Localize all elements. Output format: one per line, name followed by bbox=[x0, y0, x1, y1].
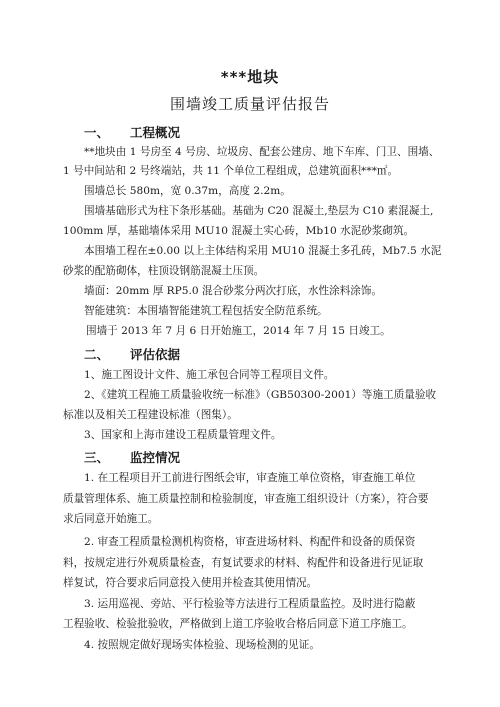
paragraph-line: 2、《建筑工程施工质量验收统一标准》（GB50300-2001）等施工质量验收 bbox=[84, 389, 437, 401]
paragraph-line: 工程验收、检验批验收，严格做到上道工序验收合格后同意下道工序施工。 bbox=[63, 618, 413, 630]
document-title: ***地块 bbox=[220, 68, 280, 86]
section-title: 工程概况 bbox=[130, 125, 181, 140]
paragraph-line: 围墙于 2013 年 7 月 6 日开始施工，2014 年 7 月 15 日竣工。 bbox=[86, 325, 391, 337]
paragraph-line: 墙面：20mm 厚 RP5.0 混合砂浆分两次打底，水性涂料涂饰。 bbox=[84, 285, 383, 297]
section-number: 二、 bbox=[84, 347, 110, 362]
section-heading-overview bbox=[84, 123, 180, 141]
paragraph-line: 1 号中间站和 2 号终端站，共 11 个单位工程组成，总建筑面积***㎡。 bbox=[63, 165, 399, 177]
document-subtitle: 围墙竣工质量评估报告 bbox=[169, 95, 330, 113]
section-heading-monitoring bbox=[84, 448, 180, 466]
paragraph-line: 本围墙工程在±0.00 以上主体结构采用 MU10 混凝土多孔砖，Mb7.5 水泥 bbox=[84, 245, 442, 257]
paragraph-line: 围墙总长 580m，宽 0.37m，高度 2.2m。 bbox=[84, 185, 291, 197]
paragraph-line: **地块由 1 号房至 4 号房、垃圾房、配套公建房、地下车库、门卫、围墙、 bbox=[84, 146, 440, 158]
paragraph-line: 1. 在工程项目开工前进行图纸会审，审查施工单位资格，审查施工单位 bbox=[84, 472, 416, 484]
paragraph-line: 2. 审查工程质量检测机构资格，审查进场材料、构配件和设备的质保资 bbox=[84, 536, 416, 548]
paragraph-line: 砂浆的配筋砌体，柱顶设钢筋混凝土压顶。 bbox=[63, 265, 265, 277]
paragraph-line: 100mm 厚，基础墙体采用 MU10 混凝土实心砖，Mb10 水泥砂浆砌筑。 bbox=[63, 225, 415, 237]
paragraph-line: 1、施工图设计文件、施工承包合同等工程项目文件。 bbox=[84, 369, 335, 381]
section-title: 评估依据 bbox=[130, 347, 181, 362]
paragraph-line: 智能建筑：本围墙智能建筑工程包括安全防范系统。 bbox=[84, 305, 328, 317]
paragraph-line: 求后同意开始施工。 bbox=[63, 513, 159, 525]
paragraph-line: 样复试，符合要求后同意投入使用并检查其使用情况。 bbox=[63, 577, 318, 589]
paragraph-line: 4. 按照规定做好现场实体检验、现场检测的见证。 bbox=[84, 639, 320, 651]
paragraph-line: 3、国家和上海市建设工程质量管理文件。 bbox=[84, 429, 282, 441]
section-heading-basis bbox=[84, 345, 180, 363]
paragraph-line: 质量管理体系、施工质量控制和检验制度，审查施工组织设计（方案），符合要 bbox=[63, 493, 429, 505]
section-number: 一、 bbox=[84, 125, 110, 140]
paragraph-line: 料，按规定进行外观质量检查，有复试要求的材料、构配件和设备进行见证取 bbox=[63, 557, 424, 569]
section-title: 监控情况 bbox=[130, 450, 181, 465]
paragraph-line: 3. 运用巡视、旁站、平行检验等方法进行工程质量监控。及时进行隐蔽 bbox=[84, 598, 416, 610]
paragraph-line: 围墙基础形式为柱下条形基础。基础为 C20 混凝土,垫层为 C10 素混凝土, bbox=[84, 205, 434, 217]
paragraph-line: 标准以及相关工程建设标准（图集）。 bbox=[63, 409, 238, 421]
section-number: 三、 bbox=[84, 450, 110, 465]
